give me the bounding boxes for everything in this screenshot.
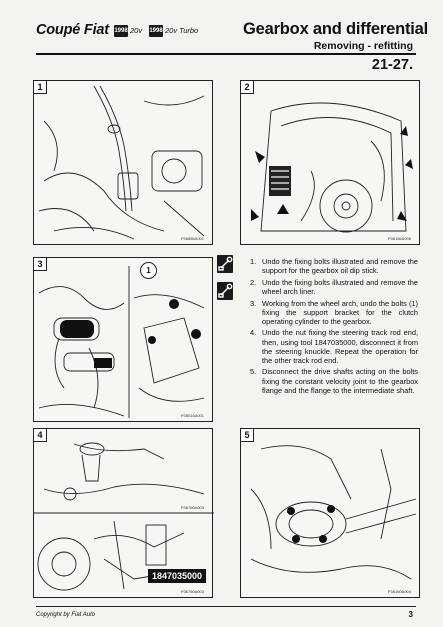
step-5: 5. Disconnect the drive shafts acting on the bolts fixing the constant velocity joint to the gearbox flange and the flange to the intermediate shaft. bbox=[250, 367, 418, 395]
figure-4 bbox=[33, 428, 213, 598]
wrench-icon bbox=[217, 255, 233, 273]
page-number: 3 bbox=[408, 610, 413, 619]
figure-4-code-bottom: P36760A003 bbox=[180, 589, 204, 594]
figure-2-number: 2 bbox=[241, 81, 254, 94]
figure-3-number: 3 bbox=[34, 258, 47, 271]
figure-3 bbox=[33, 257, 213, 422]
figure-5-number: 5 bbox=[241, 429, 254, 442]
tool-label: 1847035000 bbox=[148, 569, 206, 583]
step-1: 1. Undo the fixing bolts illustrated and remove the support for the gearbox oil dip stick. bbox=[250, 257, 418, 276]
section-number: 21-27. bbox=[371, 57, 413, 73]
figure-3-drawing bbox=[34, 258, 214, 423]
figure-1-code: P36855A001 bbox=[180, 236, 204, 241]
step-4: 4. Undo the nut fixing the steering track rod end, then, using tool 1847035000, disconnect it from the steering knuckle. Repeat the operation for the other track rod end. bbox=[250, 328, 418, 365]
figure-1 bbox=[33, 80, 213, 245]
footer-rule bbox=[36, 606, 416, 607]
figure-4-number: 4 bbox=[34, 429, 47, 442]
figure-5 bbox=[240, 428, 420, 598]
engine-badge-1: 1998 bbox=[114, 25, 128, 37]
header-rule bbox=[36, 53, 416, 55]
engine-badge-2-label: 20v Turbo bbox=[165, 26, 199, 35]
figure-2-code: P36156A006 bbox=[387, 236, 411, 241]
figure-2-drawing bbox=[241, 81, 421, 246]
step-3: 3. Working from the wheel arch, undo the bolts (1) fixing the support bracket for the clutch operating cylinder to the gearbox. bbox=[250, 298, 418, 326]
procedure-steps bbox=[250, 257, 418, 397]
brand-name: Coupé Fiat bbox=[36, 22, 109, 38]
figure-1-number: 1 bbox=[34, 81, 47, 94]
figure-3-code: P35016A001 bbox=[180, 413, 204, 418]
step-2: 2. Undo the fixing bolts illustrated and remove the wheel arch liner. bbox=[250, 277, 418, 296]
page-title: Gearbox and differential bbox=[243, 20, 428, 38]
figure-1-drawing bbox=[34, 81, 214, 246]
wrench-icon bbox=[217, 282, 233, 300]
engine-badge-1-label: 20v bbox=[130, 26, 143, 35]
figure-4-code-top: P36760A003 bbox=[180, 505, 204, 510]
callout-1: 1 bbox=[140, 262, 157, 279]
figure-2 bbox=[240, 80, 420, 245]
copyright: Copyright by Fiat Auto bbox=[36, 612, 96, 618]
page-subtitle: Removing - refitting bbox=[313, 40, 413, 52]
figure-5-code: P36160A004 bbox=[387, 589, 411, 594]
figure-5-drawing bbox=[241, 429, 421, 599]
engine-badge-2: 1998 bbox=[149, 25, 163, 37]
